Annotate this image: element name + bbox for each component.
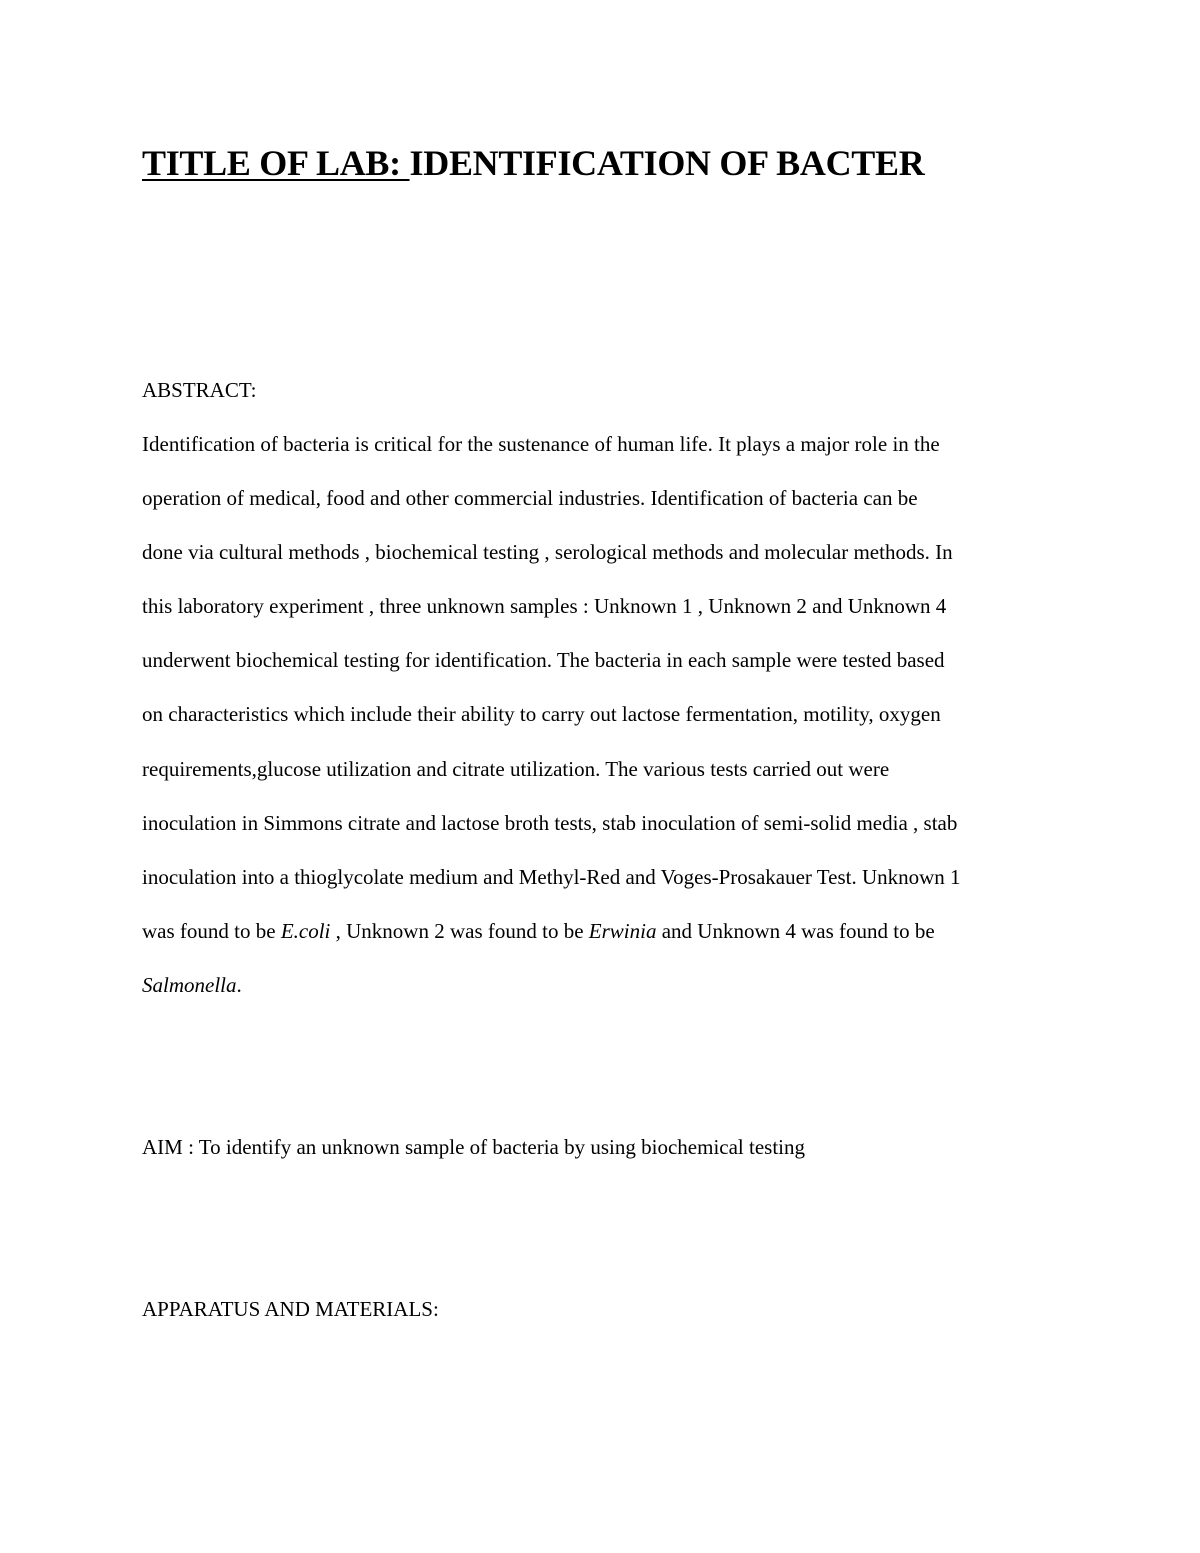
lab-title <box>142 142 924 184</box>
aim-statement: AIM : To identify an unknown sample of bacteria by using biochemical testing <box>142 1135 805 1159</box>
results-text-2: , Unknown 2 was found to be <box>330 918 589 943</box>
abstract-line: done via cultural methods , biochemical testing , serological methods and molecular methods. In <box>142 540 953 565</box>
results-text-1: was found to be <box>142 918 281 943</box>
abstract-heading: ABSTRACT: <box>142 378 257 402</box>
abstract-line: inoculation in Simmons citrate and lactose broth tests, stab inoculation of semi-solid media , stab <box>142 810 958 835</box>
abstract-line: inoculation into a thioglycolate medium and Methyl-Red and Voges-Prosakauer Test. Unknown 1 <box>142 864 961 889</box>
title-label: TITLE OF LAB: <box>142 143 410 183</box>
abstract-line-results <box>142 915 1072 969</box>
abstract-line: on characteristics which include their ability to carry out lactose fermentation, motility, oxygen <box>142 702 941 727</box>
final-period: . <box>236 972 242 997</box>
species-erwinia: Erwinia <box>588 918 657 943</box>
abstract-line: Identification of bacteria is critical for the sustenance of human life. It plays a major role in the <box>142 432 940 456</box>
abstract-line: this laboratory experiment , three unknown samples : Unknown 1 , Unknown 2 and Unknown 4 <box>142 594 947 619</box>
species-ecoli: E.coli <box>280 918 331 943</box>
results-text-3: and Unknown 4 was found to be <box>656 918 935 943</box>
abstract-line: requirements,glucose utilization and citrate utilization. The various tests carried out were <box>142 756 890 781</box>
title-text: IDENTIFICATION OF BACTER <box>409 143 925 183</box>
abstract-body <box>142 428 1072 1023</box>
apparatus-heading: APPARATUS AND MATERIALS: <box>142 1297 439 1321</box>
abstract-line: underwent biochemical testing for identification. The bacteria in each sample were tested based <box>142 648 945 673</box>
species-salmonella: Salmonella <box>142 972 237 997</box>
abstract-line-final <box>142 969 1072 1023</box>
abstract-line: operation of medical, food and other commercial industries. Identification of bacteria can be <box>142 486 918 511</box>
